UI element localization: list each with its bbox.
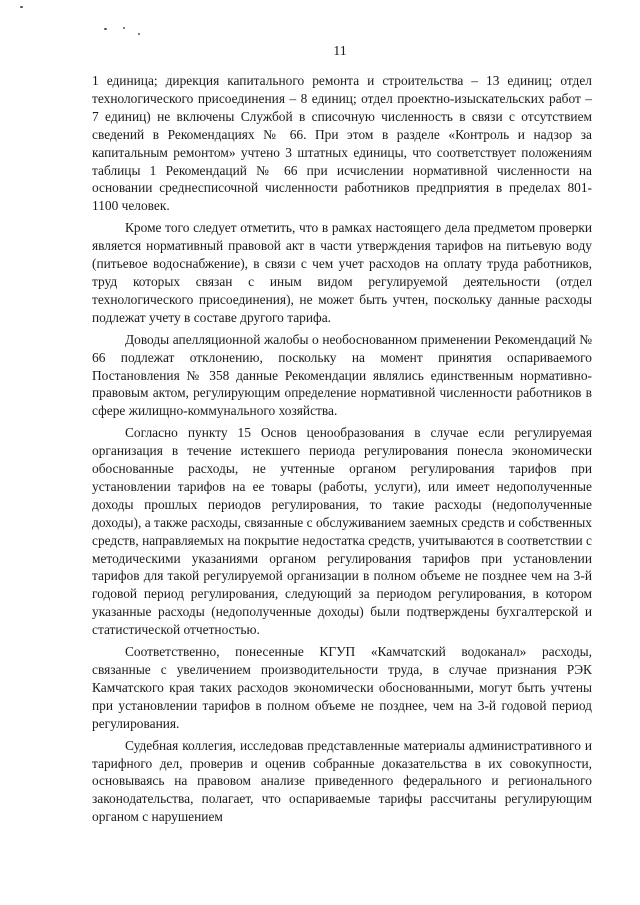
paragraph: Соответственно, понесенные КГУП «Камчатский водоканал» расходы, связанные с увеличением производительности труда, в случае признания РЭК Камчатского края таких расходов экономически обоснованными, могут быть учтены при установлении тарифов в полном объеме не позднее, чем на 3-й годовой период регулирования. [92,644,592,731]
page-number: 11 [333,44,347,59]
scan-artifact [104,28,107,30]
paragraph: Судебная коллегия, исследовав представленные материалы административного и тарифного дел, проверив и оценив собранные доказательства в их совокупности, основываясь на правовом анализе приведенного федерального и регионального законодательства, полагает, что оспариваемые тарифы рассчитаны регулирующим органом с нарушением [92,737,592,825]
scan-artifact [20,6,23,8]
paragraph: Согласно пункту 15 Основ ценообразования в случае если регулируемая организация в течение истекшего периода регулирования понесла экономически обоснованные расходы, не учтенные органом регулирования тарифов при установлении тарифов на ее товары (работы, услуги), или имеет недополученные доходы прошлых периодов регулирования, то такие расходы (недополученные доходы), а также расходы, связанные с обслуживанием заемных средств и собственных средств, направляемых на покрытие недостатка средств, учитываются в соответствии с методическими указаниями органом регулирования тарифов при установлении тарифов для такой регулируемой организации в полном объеме не позднее чем на 3-й годовой период регулирования, следующий за периодом регулирования, в котором указанные расходы (недополученные доходы) были подтверждены бухгалтерской и статистической отчетностью. [92,425,592,638]
paragraph: Кроме того следует отметить, что в рамках настоящего дела предметом проверки является нормативный правовой акт в части утверждения тарифов на питьевую воду (питьевое водоснабжение), в связи с чем учет расходов на оплату труда работников, труд которых связан с иным видом регулируемой деятельности (отдел технологического присоединения), не может быть учтен, поскольку данные расходы подлежат учету в составе другого тарифа. [92,220,592,325]
scan-artifact [123,27,125,29]
paragraph: 1 единица; дирекция капитального ремонта и строительства – 13 единиц; отдел технологического присоединения – 8 единиц; отдел проектно-изыскательских работ – 7 единиц) не включены Службой в списочную численность в связи с отсутствием сведений в Рекомендациях № 66. При этом в разделе «Контроль и надзор за капитальным ремонтом» учтено 3 штатных единицы, что соответствует положениям таблицы 1 Рекомендаций № 66 при исчислении нормативной численности на основании среднесписочной численности работников предприятия в пределах 801-1100 человек. [92,73,592,214]
document-body [92,72,592,830]
paragraph: Доводы апелляционной жалобы о необоснованном применении Рекомендаций № 66 подлежат отклонению, поскольку на момент принятия оспариваемого Постановления № 358 данные Рекомендации являлись единственным нормативно-правовым актом, регулирующим определение нормативной численности работников в сфере жилищно-коммунального хозяйства. [92,331,592,419]
scan-artifact [138,33,140,35]
